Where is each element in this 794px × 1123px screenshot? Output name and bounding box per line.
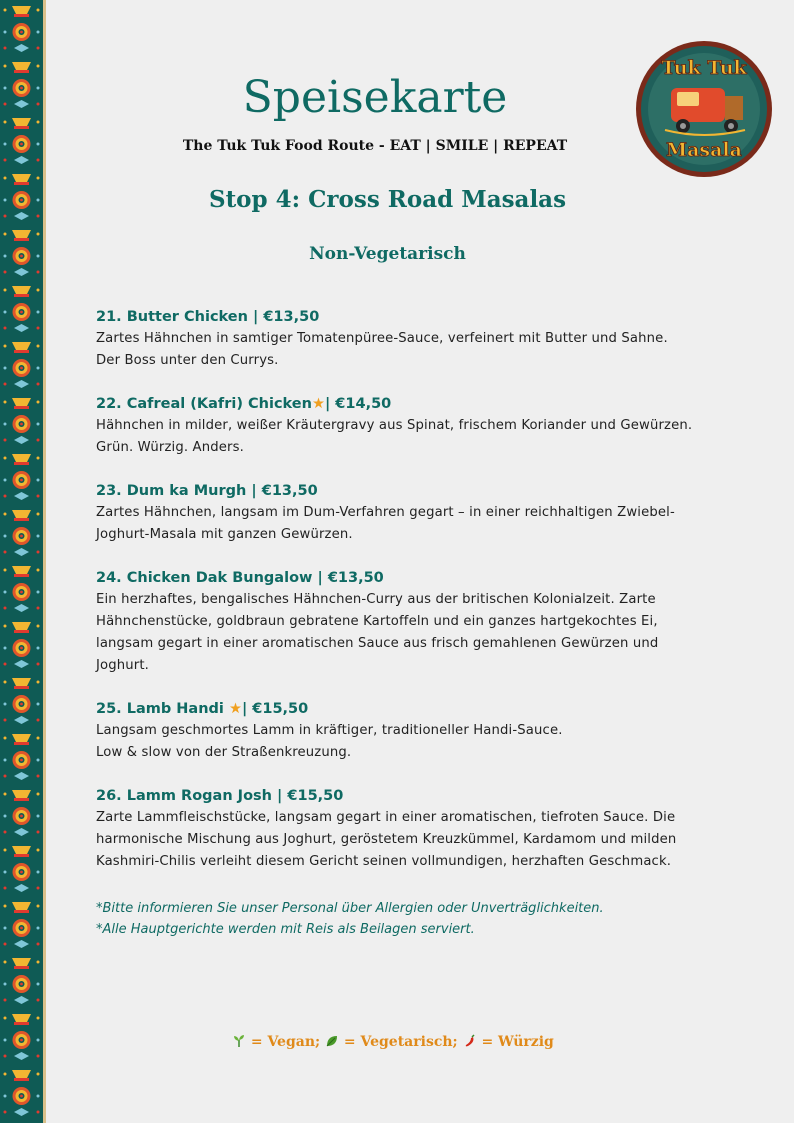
menu-item	[96, 393, 746, 459]
logo-text-top: Tuk Tuk	[661, 57, 747, 79]
menu-item	[96, 567, 746, 677]
stop-heading: Stop 4: Cross Road Masalas	[208, 186, 567, 213]
menu-item-description: Zartes Hähnchen in samtiger Tomatenpüree-Sauce, verfeinert mit Butter und Sahne. Der Boss unter den Currys.	[96, 331, 668, 368]
border-pattern	[0, 0, 43, 1123]
tuk-tuk-masala-logo	[635, 40, 773, 178]
legend-vegetarian: = Vegetarisch;	[343, 1034, 458, 1050]
star-icon: ★	[311, 396, 325, 412]
logo-text-bottom: Masala	[666, 139, 742, 161]
menu-item-heading: 24. Chicken Dak Bungalow | €13,50	[96, 570, 384, 586]
menu-item-description: Zartes Hähnchen, langsam im Dum-Verfahren gegart – in einer reichhaltigen Zwiebel- Joghurt-Masala mit ganzen Gewürzen.	[96, 505, 675, 542]
sprout-icon	[232, 1034, 246, 1048]
menu-list	[96, 306, 746, 894]
menu-item-heading: 21. Butter Chicken | €13,50	[96, 309, 320, 325]
section-heading: Non-Vegetarisch	[309, 244, 466, 264]
leaf-icon	[325, 1034, 339, 1048]
menu-item-heading	[96, 393, 746, 415]
page-title: Speisekarte	[242, 72, 508, 123]
menu-item-price: | €14,50	[324, 396, 392, 412]
menu-item-name: 22. Cafreal (Kafri) Chicken	[96, 396, 312, 412]
legend-spicy: = Würzig	[481, 1034, 554, 1050]
menu-item	[96, 698, 746, 764]
rice-note: *Alle Hauptgerichte werden mit Reis als Beilagen serviert.	[96, 922, 475, 937]
menu-item-description: Ein herzhaftes, bengalisches Hähnchen-Curry aus der britischen Kolonialzeit. Zarte Hähnchenstücke, goldbraun gebratene Kartoffeln und ein ganzes hartgekochtes Ei, langsam gegart in einer aromatischen Sauce aus frisch gemahlenen Gewürzen und Joghurt.	[96, 592, 659, 673]
diet-legend	[232, 1034, 572, 1050]
menu-item	[96, 306, 746, 372]
chili-icon	[463, 1034, 477, 1048]
menu-item-description: Hähnchen in milder, weißer Kräutergravy aus Spinat, frischem Koriander und Gewürzen. Grün. Würzig. Anders.	[96, 418, 693, 455]
page-subtitle: The Tuk Tuk Food Route - EAT | SMILE | REPEAT	[182, 138, 568, 154]
star-icon: ★	[228, 701, 242, 717]
decorative-border	[0, 0, 46, 1123]
menu-item-name: 25. Lamb Handi	[96, 701, 229, 717]
menu-item-heading: 23. Dum ka Murgh | €13,50	[96, 483, 318, 499]
footnotes	[96, 898, 604, 940]
allergy-note: *Bitte informieren Sie unser Personal über Allergien oder Unverträglichkeiten.	[96, 901, 604, 916]
menu-item-heading: 26. Lamm Rogan Josh | €15,50	[96, 788, 344, 804]
legend-vegan: = Vegan;	[250, 1034, 321, 1050]
menu-item-price: | €15,50	[241, 701, 309, 717]
menu-item-heading	[96, 698, 746, 720]
menu-item	[96, 785, 746, 873]
menu-item-description: Langsam geschmortes Lamm in kräftiger, traditioneller Handi-Sauce. Low & slow von der Straßenkreuzung.	[96, 723, 563, 760]
menu-item	[96, 480, 746, 546]
menu-item-description: Zarte Lammfleischstücke, langsam gegart in einer aromatischen, tiefroten Sauce. Die harmonische Mischung aus Joghurt, geröstetem Kreuzkümmel, Kardamom und milden Kashmiri-Chilis verleiht diesem Gericht seinen vollmundigen, herzhaften Geschmack.	[96, 810, 677, 869]
